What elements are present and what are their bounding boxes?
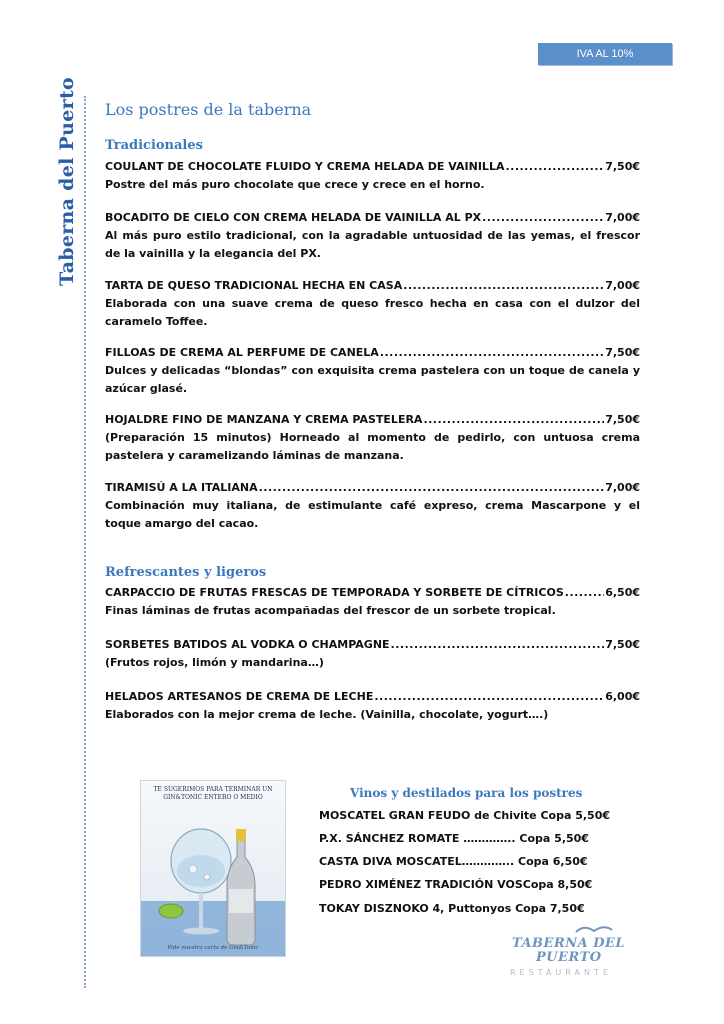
wine-item: PEDRO XIMÉNEZ TRADICIÓN VOSCopa 8,50€: [319, 878, 593, 891]
logo-line-2: PUERTO: [536, 950, 602, 965]
item-price: 7,50€: [605, 346, 640, 359]
item-description: Elaborados con la mejor crema de leche. (Vainilla, chocolate, yogurt….): [105, 708, 549, 721]
item-description: Finas láminas de frutas acompañadas del frescor de un sorbete tropical.: [105, 604, 556, 617]
item-description: Dulces y delicadas “blondas” con exquisita crema pastelera con un toque de canela y azúcar glasé.: [105, 364, 640, 395]
item-description: Al más puro estilo tradicional, con la agradable untuosidad de las yemas, el frescor de la vainilla y la elegancia del PX.: [105, 229, 640, 260]
item-name: CARPACCIO DE FRUTAS FRESCAS DE TEMPORADA Y SORBETE DE CÍTRICOS: [105, 586, 564, 599]
menu-item: [105, 688, 640, 724]
item-price: 6,50€: [605, 586, 640, 599]
menu-item: [105, 158, 640, 194]
section-title-tradicionales: Tradicionales: [105, 138, 203, 153]
item-price: 7,50€: [605, 413, 640, 426]
promo-headline: TE SUGERIMOS PARA TERMINAR UN GIN&TONIC ENTERO O MEDIO: [153, 786, 273, 801]
menu-item: [105, 636, 640, 672]
item-description: Postre del más puro chocolate que crece y crece en el horno.: [105, 178, 485, 191]
item-price: 7,00€: [605, 279, 640, 292]
item-name: HELADOS ARTESANOS DE CREMA DE LECHE: [105, 690, 374, 703]
section-title-refrescantes: Refrescantes y ligeros: [105, 565, 267, 580]
menu-item: [105, 209, 640, 263]
iva-badge: IVA AL 10%: [538, 43, 672, 65]
item-description: Combinación muy italiana, de estimulante café expreso, crema Mascarpone y el toque amargo del cacao.: [105, 499, 640, 530]
dotted-divider: [84, 96, 86, 988]
item-price: 7,00€: [605, 211, 640, 224]
gin-tonic-promo-image: [140, 780, 286, 957]
item-name: FILLOAS DE CREMA AL PERFUME DE CANELA: [105, 346, 379, 359]
item-name: BOCADITO DE CIELO CON CREMA HELADA DE VAINILLA AL PX: [105, 211, 482, 224]
item-name: TARTA DE QUESO TRADICIONAL HECHA EN CASA: [105, 279, 403, 292]
restaurant-logo: [506, 922, 632, 980]
menu-item: [105, 584, 640, 620]
logo-line-1: TABERNA DEL: [512, 936, 626, 951]
vertical-brand-title: Taberna del Puerto: [56, 76, 78, 286]
item-description: Elaborada con una suave crema de queso fresco hecha en casa con el dulzor del caramelo Toffee.: [105, 297, 640, 328]
item-price: 6,00€: [605, 690, 640, 703]
wine-item: CASTA DIVA MOSCATEL………….. Copa 6,50€: [319, 855, 588, 868]
logo-line-3: RESTAURANTE: [510, 968, 612, 977]
menu-item: [105, 277, 640, 331]
item-name: TIRAMISÚ A LA ITALIANA: [105, 481, 258, 494]
gin-glass-bottle-illustration: [141, 781, 285, 956]
promo-footer: Pide nuestra carta de Gin&Tonic: [167, 945, 259, 951]
wine-item: P.X. SÁNCHEZ ROMATE ………….. Copa 5,50€: [319, 832, 589, 845]
menu-item: [105, 479, 640, 533]
item-description: (Preparación 15 minutos) Horneado al momento de pedirlo, con untuosa crema pastelera y caramelizando láminas de manzana.: [105, 431, 640, 462]
item-price: 7,50€: [605, 160, 640, 173]
item-name: SORBETES BATIDOS AL VODKA O CHAMPAGNE: [105, 638, 390, 651]
wines-section-title: Vinos y destilados para los postres: [350, 786, 583, 800]
item-price: 7,00€: [605, 481, 640, 494]
item-description: (Frutos rojos, limón y mandarina…): [105, 656, 324, 669]
menu-item: [105, 411, 640, 465]
wine-item: MOSCATEL GRAN FEUDO de Chivite Copa 5,50€: [319, 809, 611, 822]
item-name: HOJALDRE FINO DE MANZANA Y CREMA PASTELERA: [105, 413, 423, 426]
menu-item: [105, 344, 640, 398]
wine-item: TOKAY DISZNOKO 4, Puttonyos Copa 7,50€: [319, 902, 585, 915]
item-price: 7,50€: [605, 638, 640, 651]
item-name: COULANT DE CHOCOLATE FLUIDO Y CREMA HELADA DE VAINILLA: [105, 160, 505, 173]
page-title: Los postres de la taberna: [105, 100, 312, 119]
